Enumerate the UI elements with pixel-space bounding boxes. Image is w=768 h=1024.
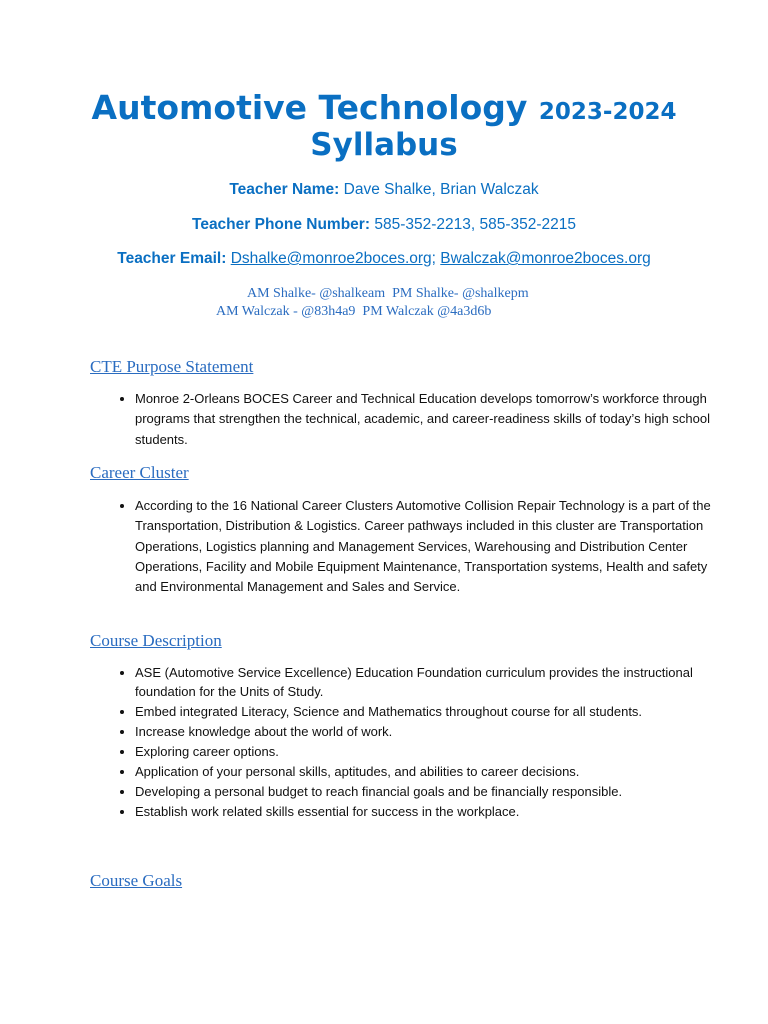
teacher-name-label: Teacher Name: [229,181,340,198]
list-career-cluster [90,496,725,597]
email-link-shalke[interactable]: Dshalke@monroe2boces.org [230,250,432,267]
heading-career-cluster: Career Cluster [90,463,189,482]
list-item: • ASE (Automotive Service Excellence) Education Foundation curriculum provides the instructional foundation for the Units of Study. [135,663,725,701]
teacher-email-label: Teacher Email: [117,250,227,267]
teacher-name-line [0,181,768,199]
list-course-description [90,663,725,822]
document-subtitle: Syllabus [310,127,458,163]
handles-line-am-pm-walczak: AM Walczak - @83h4a9 PM Walczak @4a3d6b [216,304,492,319]
title-main: Automotive Technology [91,88,528,127]
list-item: • Exploring career options. [135,742,725,761]
heading-cte-purpose: CTE Purpose Statement [90,357,254,376]
teacher-phone-line [0,216,768,234]
email-separator: ; [431,250,436,267]
teacher-phone-label: Teacher Phone Number: [192,216,371,233]
heading-course-description: Course Description [90,631,222,650]
list-item: • Embed integrated Literacy, Science and Mathematics throughout course for all students. [135,702,725,721]
list-item: • According to the 16 National Career Clusters Automotive Collision Repair Technology is a part of the Transportation, Distribution & Logistics. Career pathways included in this cluster are Transportation Operations, Logistics planning and Management Services, Warehousing and Distribution Center Operations, Facility and Mobile Equipment Maintenance, Transportation systems, Health and safety and Environmental Management and Sales and Service. [135,496,725,597]
list-item: • Increase knowledge about the world of work. [135,722,725,741]
heading-course-goals: Course Goals [90,871,183,890]
teacher-phone-value: 585-352-2213, 585-352-2215 [374,216,576,233]
title-year: 2023-2024 [538,99,677,125]
list-item: • Monroe 2-Orleans BOCES Career and Technical Education develops tomorrow’s workforce through programs that strengthen the technical, academic, and career-readiness skills of today’s high school students. [135,389,725,450]
teacher-email-line [0,250,768,268]
teacher-name-value: Dave Shalke, Brian Walczak [343,181,539,198]
document-title [0,88,768,127]
handles-line-am-pm-shalke: AM Shalke- @shalkeam PM Shalke- @shalkepm [247,286,529,301]
list-item: • Application of your personal skills, aptitudes, and abilities to career decisions. [135,762,725,781]
list-cte-purpose [90,389,725,450]
email-link-walczak[interactable]: Bwalczak@monroe2boces.org [440,250,651,267]
list-item: • Establish work related skills essential for success in the workplace. [135,802,725,821]
list-item: • Developing a personal budget to reach financial goals and be financially responsible. [135,782,725,801]
